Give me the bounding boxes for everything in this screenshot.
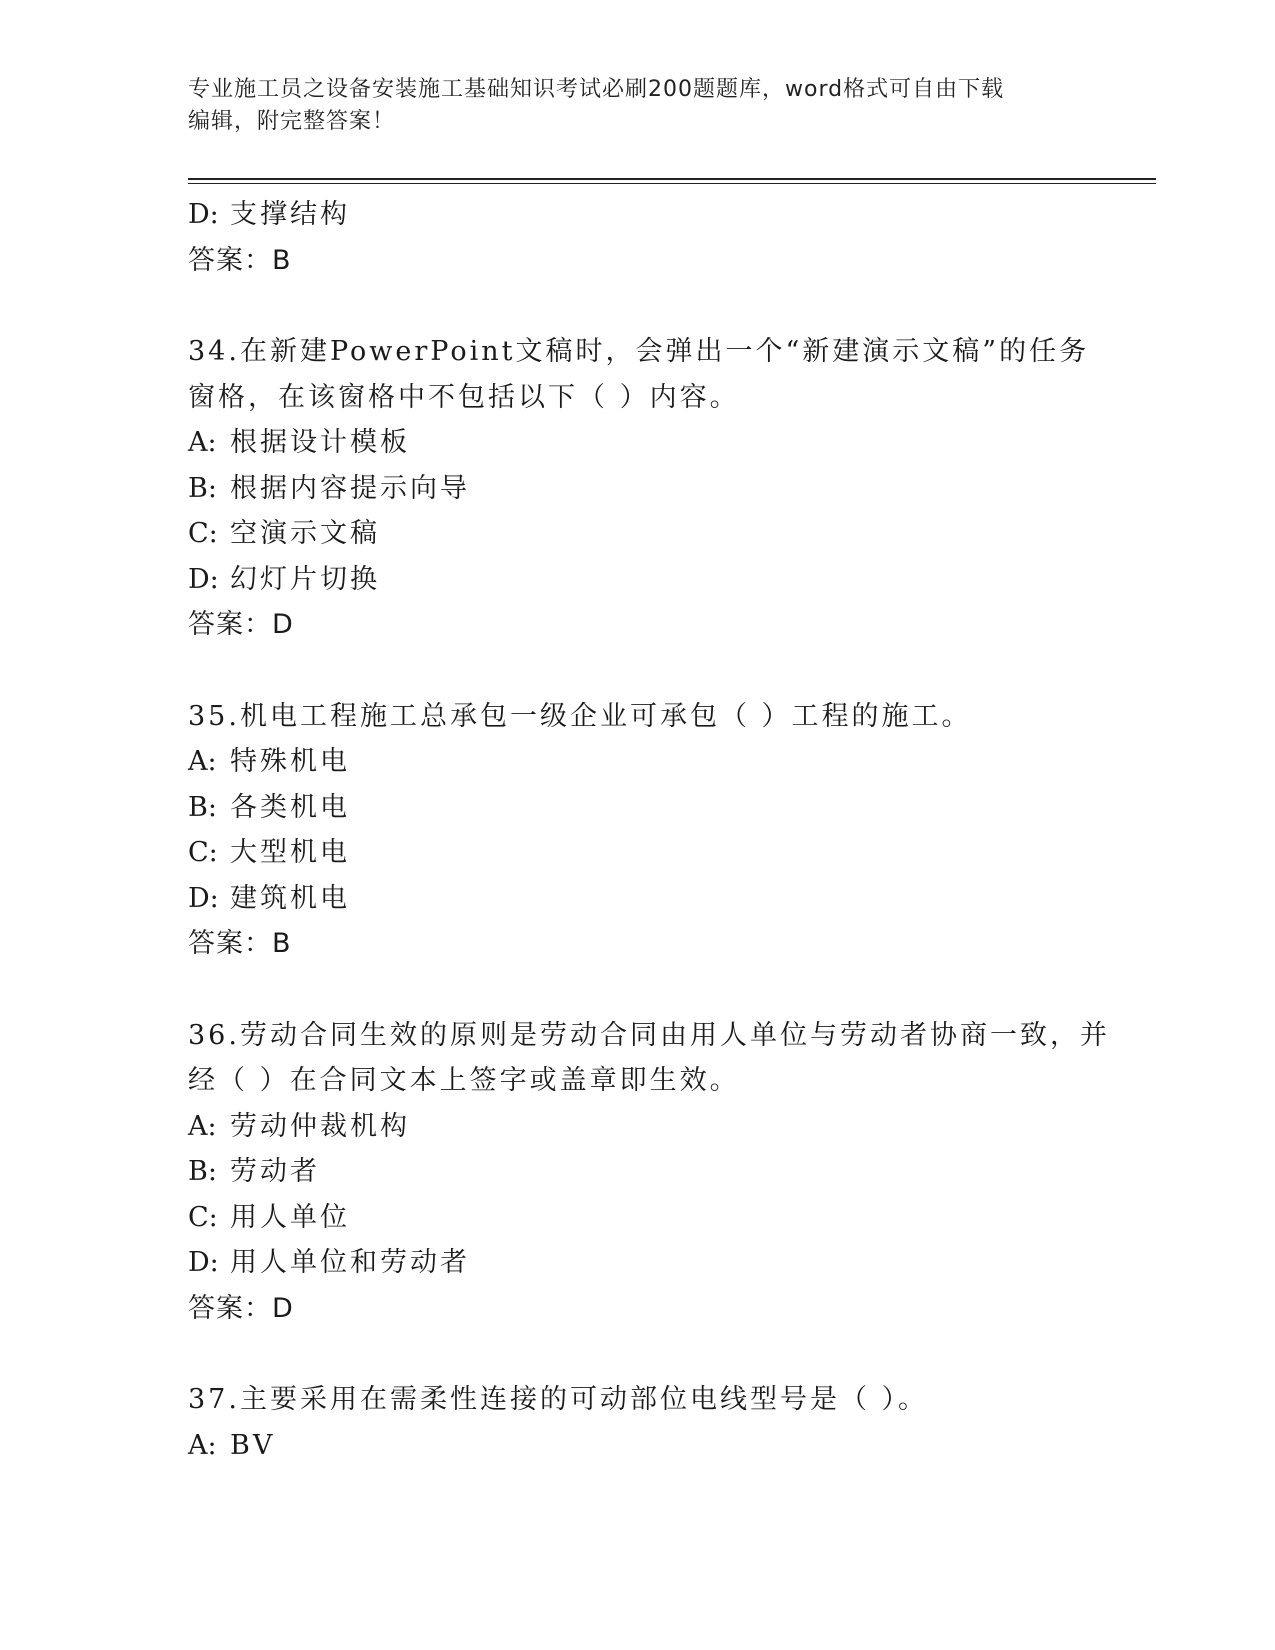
- option-d: [188, 1240, 1088, 1286]
- question-stem: 37.主要采用在需柔性连接的可动部位电线型号是（ ）。: [188, 1384, 929, 1415]
- option-prefix: C:: [188, 1201, 218, 1233]
- option-prefix: A:: [188, 1429, 217, 1461]
- option-text: 用人单位: [230, 1201, 350, 1233]
- option-d: [188, 192, 1088, 238]
- option-text: 特殊机电: [230, 746, 350, 777]
- option-prefix: B:: [188, 1156, 217, 1187]
- question-stem: 35.机电工程施工总承包一级企业可承包（ ）工程的施工。: [188, 700, 972, 732]
- option-prefix: A:: [188, 1110, 217, 1142]
- answer-line: 答案：D: [188, 1292, 294, 1324]
- option-text: 建筑机电: [230, 882, 350, 914]
- answer-line: 答案：B: [188, 244, 292, 276]
- option-prefix: D:: [188, 882, 219, 914]
- option-b: [188, 466, 1088, 512]
- option-prefix: D:: [188, 199, 219, 230]
- header-divider-thin: [188, 183, 1156, 184]
- header-line-1: 专业施工员之设备安装施工基础知识考试必刷200题题库，word格式可自由下载: [188, 77, 1005, 102]
- option-text: 各类机电: [230, 791, 350, 823]
- option-a: [188, 1104, 1088, 1150]
- option-a: [188, 739, 1088, 785]
- option-text: 劳动仲裁机构: [230, 1110, 410, 1142]
- option-text: 用人单位和劳动者: [230, 1247, 470, 1278]
- option-d: [188, 876, 1088, 922]
- option-b: [188, 1149, 1088, 1195]
- option-d: [188, 557, 1088, 603]
- option-c: [188, 1195, 1088, 1241]
- option-prefix: C:: [188, 518, 218, 549]
- document-header: [188, 74, 1078, 138]
- option-text: 劳动者: [230, 1156, 320, 1187]
- question-stem: 窗格，在该窗格中不包括以下（ ）内容。: [188, 381, 740, 413]
- option-prefix: D:: [188, 563, 219, 595]
- option-c: [188, 830, 1088, 876]
- option-text: 幻灯片切换: [230, 563, 380, 595]
- option-c: [188, 511, 1088, 557]
- option-b: [188, 785, 1088, 831]
- option-prefix: A:: [188, 427, 217, 458]
- question-stem: 36.劳动合同生效的原则是劳动合同由用人单位与劳动者协商一致，并: [188, 1019, 1110, 1051]
- option-prefix: B:: [188, 791, 217, 823]
- option-text: 空演示文稿: [230, 518, 380, 549]
- option-text: 大型机电: [230, 837, 350, 868]
- header-line-2: 编辑，附完整答案！: [188, 109, 396, 134]
- answer-line: 答案：D: [188, 609, 294, 640]
- option-prefix: A:: [188, 746, 217, 777]
- question-stem: 经（ ）在合同文本上签字或盖章即生效。: [188, 1065, 740, 1096]
- option-prefix: C:: [188, 837, 218, 868]
- option-a: [188, 1423, 1088, 1469]
- header-divider-thick: [188, 178, 1156, 180]
- option-prefix: D:: [188, 1247, 219, 1278]
- answer-line: 答案：B: [188, 928, 292, 959]
- option-text: 根据设计模板: [230, 427, 410, 458]
- option-text: 根据内容提示向导: [230, 472, 470, 504]
- option-a: [188, 420, 1088, 466]
- option-text: BV: [230, 1429, 276, 1461]
- option-prefix: B:: [188, 472, 217, 504]
- option-text: 支撑结构: [230, 199, 350, 230]
- question-list: [188, 192, 1110, 1468]
- question-stem: 34.在新建PowerPoint文稿时，会弹出一个“新建演示文稿”的任务: [188, 336, 1090, 367]
